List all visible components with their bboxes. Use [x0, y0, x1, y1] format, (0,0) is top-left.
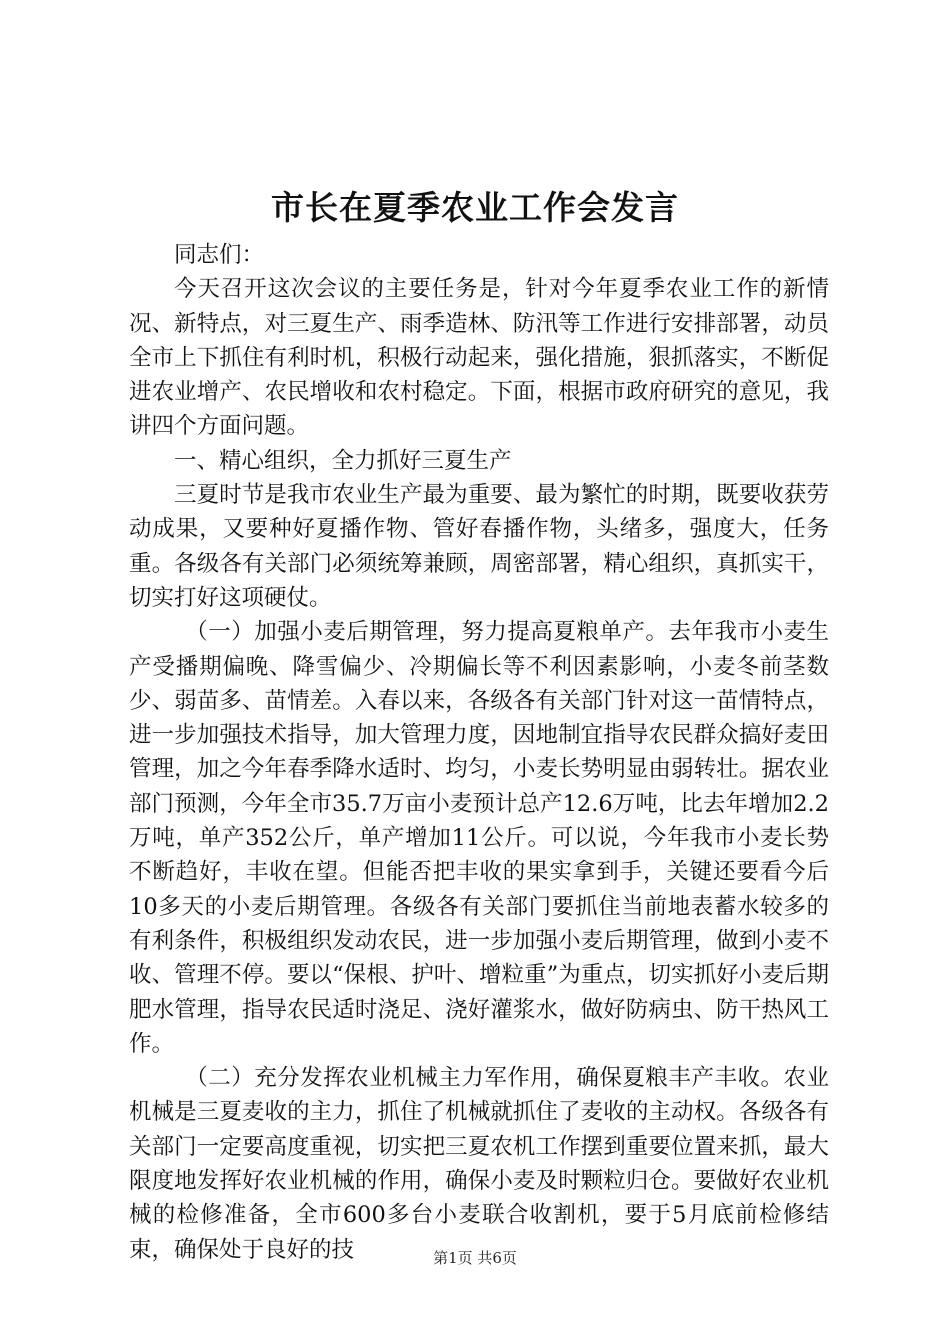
page-number-footer: 第1页 共6页 [433, 1249, 517, 1267]
intro-paragraph: 今天召开这次会议的主要任务是，针对今年夏季农业工作的新情况、新特点，对三夏生产、雨季造林、防汛等工作进行安排部署，动员全市上下抓住有利时机，积极行动起来，强化措施，狠抓落实，不断促进农业增产、农民增收和农村稳定。下面，根据市政府研究的意见，我讲四个方面问题。 [129, 276, 829, 440]
subsection-2-paragraph: （二）充分发挥农业机械主力军作用，确保夏粮丰产丰收。农业机械是三夏麦收的主力，抓住了机械就抓住了麦收的主动权。各级各有关部门一定要高度重视，切实把三夏农机工作摆到重要位置来抓，最大限度地发挥好农业机械的作用，确保小麦及时颗粒归仓。要做好农业机械的检修准备，全市600多台小麦联合收割机，要于5月底前检修结束，确保处于良好的技 [129, 1065, 829, 1263]
document-title: 市长在夏季农业工作会发言 [271, 188, 679, 227]
document-body [129, 238, 829, 1267]
section-heading-1: 一、精心组织，全力抓好三夏生产 [174, 447, 512, 474]
salutation-paragraph: 同志们： [174, 242, 265, 268]
subsection-1-paragraph: （一）加强小麦后期管理，努力提高夏粮单产。去年我市小麦生产受播期偏晚、降雪偏少、冷期偏长等不利因素影响，小麦冬前茎数少、弱苗多、苗情差。入春以来，各级各有关部门针对这一苗情特点，进一步加强技术指导，加大管理力度，因地制宜指导农民群众搞好麦田管理，加之今年春季降水适时、均匀，小麦长势明显由弱转壮。据农业部门预测，今年全市35.7万亩小麦预计总产12.6万吨，比去年增加2.2万吨，单产352公斤，单产增加11公斤。可以说，今年我市小麦长势不断趋好，丰收在望。但能否把丰收的果实拿到手，关键还要看今后10多天的小麦后期管理。各级各有关部门要抓住当前地表蓄水较多的有利条件，积极组织发动农民，进一步加强小麦后期管理，做到小麦不收、管理不停。要以“保根、护叶、增粒重”为重点，切实抓好小麦后期肥水管理，指导农民适时浇足、浇好灌浆水，做好防病虫、防干热风工作。 [129, 619, 829, 1057]
section-1-paragraph: 三夏时节是我市农业生产最为重要、最为繁忙的时期，既要收获劳动成果，又要种好夏播作物、管好春播作物，头绪多，强度大，任务重。各级各有关部门必须统筹兼顾，周密部署，精心组织，真抓实干，切实打好这项硬仗。 [129, 482, 829, 611]
